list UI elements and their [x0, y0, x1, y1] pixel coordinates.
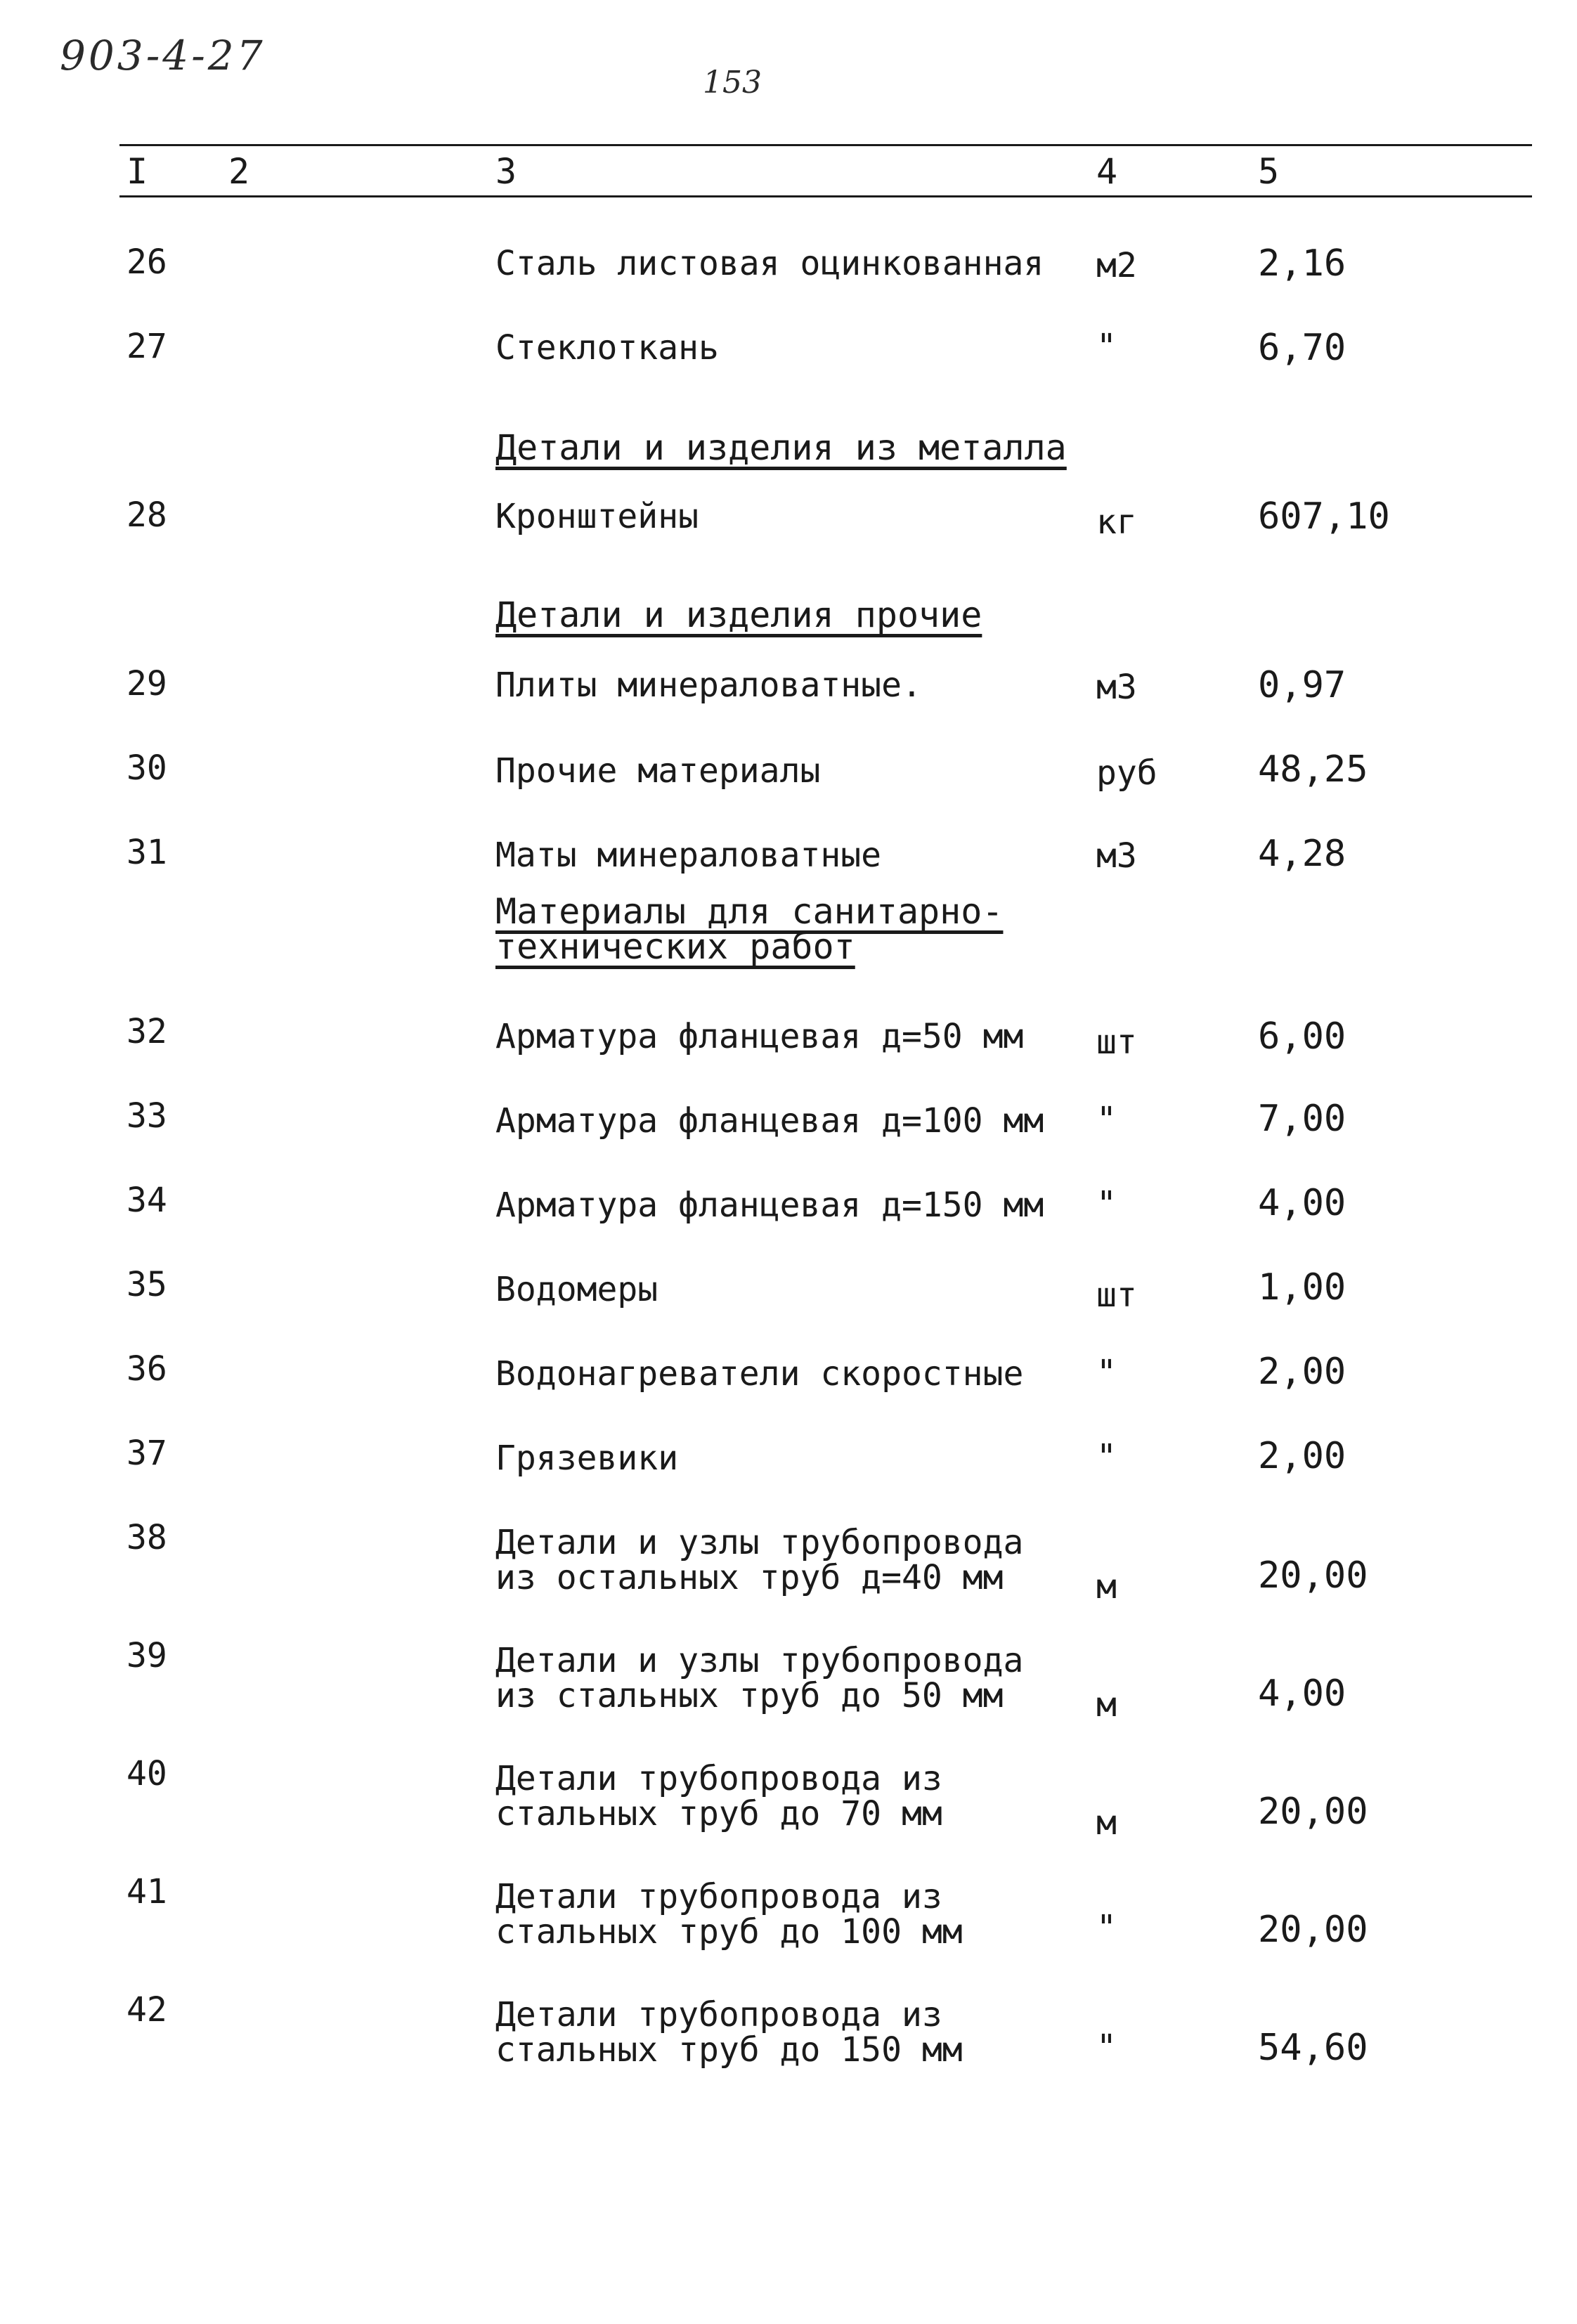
row-unit: " — [1096, 1353, 1117, 1392]
row-name: Детали и узлы трубопровода из остальных труб д=40 мм — [495, 1523, 1024, 1597]
row-unit: " — [1096, 1100, 1117, 1139]
row-quantity: 6,70 — [1258, 327, 1346, 369]
row-number: 28 — [126, 495, 167, 535]
row-name: Арматура фланцевая д=100 мм — [495, 1101, 1044, 1141]
header-top-rule — [119, 144, 1532, 146]
row-number: 35 — [126, 1265, 167, 1304]
row-quantity: 20,00 — [1258, 1554, 1368, 1597]
row-name: Кронштейны — [495, 497, 699, 536]
column-header-2: 2 — [228, 151, 250, 192]
row-number: 27 — [126, 327, 167, 366]
row-unit: шт — [1096, 1275, 1137, 1315]
section-heading-sanitary: Материалы для санитарно- технических работ — [495, 891, 1004, 967]
row-number: 41 — [126, 1872, 167, 1911]
row-unit: м — [1096, 1803, 1117, 1843]
row-unit: м — [1096, 1685, 1117, 1725]
row-quantity: 48,25 — [1258, 748, 1368, 791]
row-quantity: 4,28 — [1258, 833, 1346, 875]
column-header-4: 4 — [1096, 151, 1118, 192]
row-unit: шт — [1096, 1023, 1137, 1062]
row-number: 31 — [126, 833, 167, 872]
row-name: Детали трубопровода из стальных труб до 150 мм — [495, 1995, 963, 2070]
column-header-3: 3 — [495, 151, 517, 192]
document-code: 903-4-27 — [60, 32, 266, 79]
row-name: Детали и узлы трубопровода из стальных труб до 50 мм — [495, 1641, 1024, 1715]
row-number: 39 — [126, 1636, 167, 1675]
row-number: 26 — [126, 242, 167, 282]
row-unit: " — [1096, 327, 1117, 366]
row-number: 30 — [126, 748, 167, 788]
row-name: Водомеры — [495, 1270, 658, 1309]
row-number: 37 — [126, 1434, 167, 1473]
row-quantity: 4,00 — [1258, 1673, 1346, 1715]
row-quantity: 607,10 — [1258, 495, 1390, 538]
row-quantity: 2,00 — [1258, 1435, 1346, 1477]
column-header-5: 5 — [1258, 151, 1280, 192]
row-quantity: 20,00 — [1258, 1909, 1368, 1951]
page-number: 153 — [703, 65, 762, 100]
row-name: Детали трубопровода из стальных труб до 100 мм — [495, 1877, 963, 1952]
row-name: Плиты минераловатные. — [495, 666, 922, 705]
row-quantity: 2,00 — [1258, 1351, 1346, 1393]
row-name: Арматура фланцевая д=150 мм — [495, 1186, 1044, 1225]
row-number: 40 — [126, 1754, 167, 1793]
row-number: 36 — [126, 1349, 167, 1389]
row-name: Детали трубопровода из стальных труб до 70 мм — [495, 1759, 942, 1833]
row-name: Грязевики — [495, 1439, 679, 1478]
row-unit: " — [1096, 1908, 1117, 1947]
section-heading-metal: Детали и изделия из металла — [495, 427, 1067, 468]
row-quantity: 0,97 — [1258, 664, 1346, 706]
row-number: 38 — [126, 1518, 167, 1557]
row-number: 34 — [126, 1181, 167, 1220]
row-quantity: 4,00 — [1258, 1182, 1346, 1224]
row-unit: руб — [1096, 753, 1157, 793]
row-number: 29 — [126, 664, 167, 703]
row-unit: м2 — [1096, 246, 1137, 285]
row-unit: кг — [1096, 502, 1137, 542]
row-number: 32 — [126, 1012, 167, 1051]
section-heading-other: Детали и изделия прочие — [495, 595, 982, 635]
row-name: Стеклоткань — [495, 328, 719, 368]
row-name: Прочие материалы — [495, 751, 821, 791]
row-quantity: 6,00 — [1258, 1015, 1346, 1058]
header-bottom-rule — [119, 195, 1532, 197]
row-unit: " — [1096, 2027, 1117, 2067]
row-unit: м3 — [1096, 668, 1137, 707]
row-quantity: 54,60 — [1258, 2027, 1368, 2069]
row-name: Сталь листовая оцинкованная — [495, 244, 1044, 283]
row-unit: м — [1096, 1567, 1117, 1606]
row-unit: м3 — [1096, 836, 1137, 876]
row-name: Водонагреватели скоростные — [495, 1354, 1024, 1394]
row-name: Арматура фланцевая д=50 мм — [495, 1017, 1024, 1056]
row-name: Маты минераловатные — [495, 836, 882, 875]
row-quantity: 7,00 — [1258, 1098, 1346, 1140]
row-number: 42 — [126, 1990, 167, 2030]
row-quantity: 1,00 — [1258, 1266, 1346, 1309]
row-number: 33 — [126, 1096, 167, 1136]
row-quantity: 2,16 — [1258, 242, 1346, 285]
row-quantity: 20,00 — [1258, 1791, 1368, 1833]
row-unit: " — [1096, 1437, 1117, 1476]
column-header-1: I — [126, 151, 148, 192]
row-unit: " — [1096, 1184, 1117, 1223]
